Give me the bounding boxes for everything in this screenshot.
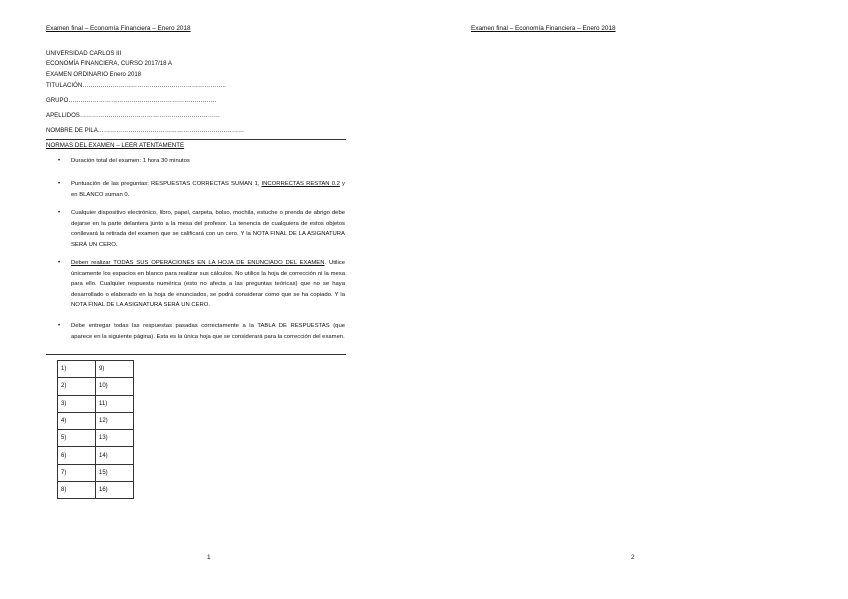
table-row xyxy=(58,395,134,412)
answer-cell[interactable]: 14) xyxy=(96,447,134,464)
answer-cell[interactable]: 16) xyxy=(96,482,134,499)
table-row xyxy=(58,447,134,464)
norm-item-answers: Debe entregar todas las respuestas pasadas correctamente a la TABLA DE RESPUESTAS (que aparece en la siguiente página). Esta es la única hoja que se considerará para la corrección del examen. xyxy=(71,323,345,340)
norm-item-devices: Cualquier dispositivo electrónico, libro, papel, carpeta, bolso, mochila, estuche o prenda de abrigo debe dejarse en la parte delantera junto a la mesa del profesor. La tenencia de cualquiera de estos objetos conllevará la retirada del examen que se calificará con un cero. Y la NOTA FINAL DE LA ASIGNATURA SERÁ UN CERO. xyxy=(71,210,345,248)
table-row xyxy=(58,361,134,378)
course-line: ECONOMÍA FINANCIERA, CURSO 2017/18 A xyxy=(46,60,172,67)
answer-cell[interactable]: 1) xyxy=(58,361,96,378)
answer-cell[interactable]: 11) xyxy=(96,395,134,412)
page-header: Examen final – Economía Financiera – Enero 2018 xyxy=(471,25,616,32)
table-row xyxy=(58,464,134,481)
bullet-icon: • xyxy=(58,158,61,164)
divider-top xyxy=(46,139,346,140)
page-number: 2 xyxy=(631,554,635,561)
apellidos-field: APELLIDOS…………………………………………………………… xyxy=(46,112,221,119)
answer-table xyxy=(57,360,134,499)
answer-cell[interactable]: 9) xyxy=(96,361,134,378)
answer-cell[interactable]: 5) xyxy=(58,430,96,447)
answer-cell[interactable]: 15) xyxy=(96,464,134,481)
titulacion-field: TITULACIÓN…………………………………………………………….. xyxy=(46,82,226,89)
answer-cell[interactable]: 13) xyxy=(96,430,134,447)
answer-cell[interactable]: 12) xyxy=(96,412,134,429)
norm-item-operations: Deben realizar TODAS SUS OPERACIONES EN LA HOJA DE ENUNCIADO DEL EXAMEN. Utilice únicamente los espacios en blanco para realizar sus cálculos. No utilice la hoja de corrección ni la mesa para ello. Cualquier respuesta numérica (esto no afecta a las preguntas teóricas) que no se haya desarrollado o elaborado en la hoja de enunciados, se podrá considerar como que se ha copiado. Y la NOTA FINAL DE LA ASIGNATURA SERÁ UN CERO. xyxy=(71,260,346,309)
table-row xyxy=(58,430,134,447)
answer-cell[interactable]: 2) xyxy=(58,378,96,395)
answer-cell[interactable]: 10) xyxy=(96,378,134,395)
norm-item-scoring: Puntuación de las preguntas: RESPUESTAS CORRECTAS SUMAN 1, INCORRECTAS RESTAN 0.2 y en BLANCO suman 0. xyxy=(71,181,346,198)
answer-cell[interactable]: 6) xyxy=(58,447,96,464)
exam-line: EXAMEN ORDINARIO Enero 2018 xyxy=(46,71,142,78)
bullet-icon: • xyxy=(58,210,61,216)
norms-title: NORMAS DEL EXAMEN – LEER ATENTAMENTE xyxy=(46,142,185,149)
divider-bottom xyxy=(46,354,346,355)
bullet-icon: • xyxy=(58,323,61,329)
grupo-field: GRUPO………………………………………………………………. xyxy=(46,97,217,104)
table-row xyxy=(58,378,134,395)
page-2 xyxy=(424,0,848,599)
answer-cell[interactable]: 3) xyxy=(58,395,96,412)
bullet-icon: • xyxy=(58,181,61,187)
nombre-field: NOMBRE DE PILA……………………………………………………………… xyxy=(46,127,245,134)
answer-cell[interactable]: 7) xyxy=(58,464,96,481)
norm-item-duration: Duración total del examen: 1 hora 30 minutos xyxy=(71,158,190,164)
university-line: UNIVERSIDAD CARLOS III xyxy=(46,50,122,57)
bullet-icon: • xyxy=(58,260,61,266)
page-header: Examen final – Economía Financiera – Enero 2018 xyxy=(46,25,191,32)
page-number: 1 xyxy=(207,554,211,561)
answer-cell[interactable]: 4) xyxy=(58,412,96,429)
table-row xyxy=(58,482,134,499)
answer-cell[interactable]: 8) xyxy=(58,482,96,499)
table-row xyxy=(58,412,134,429)
